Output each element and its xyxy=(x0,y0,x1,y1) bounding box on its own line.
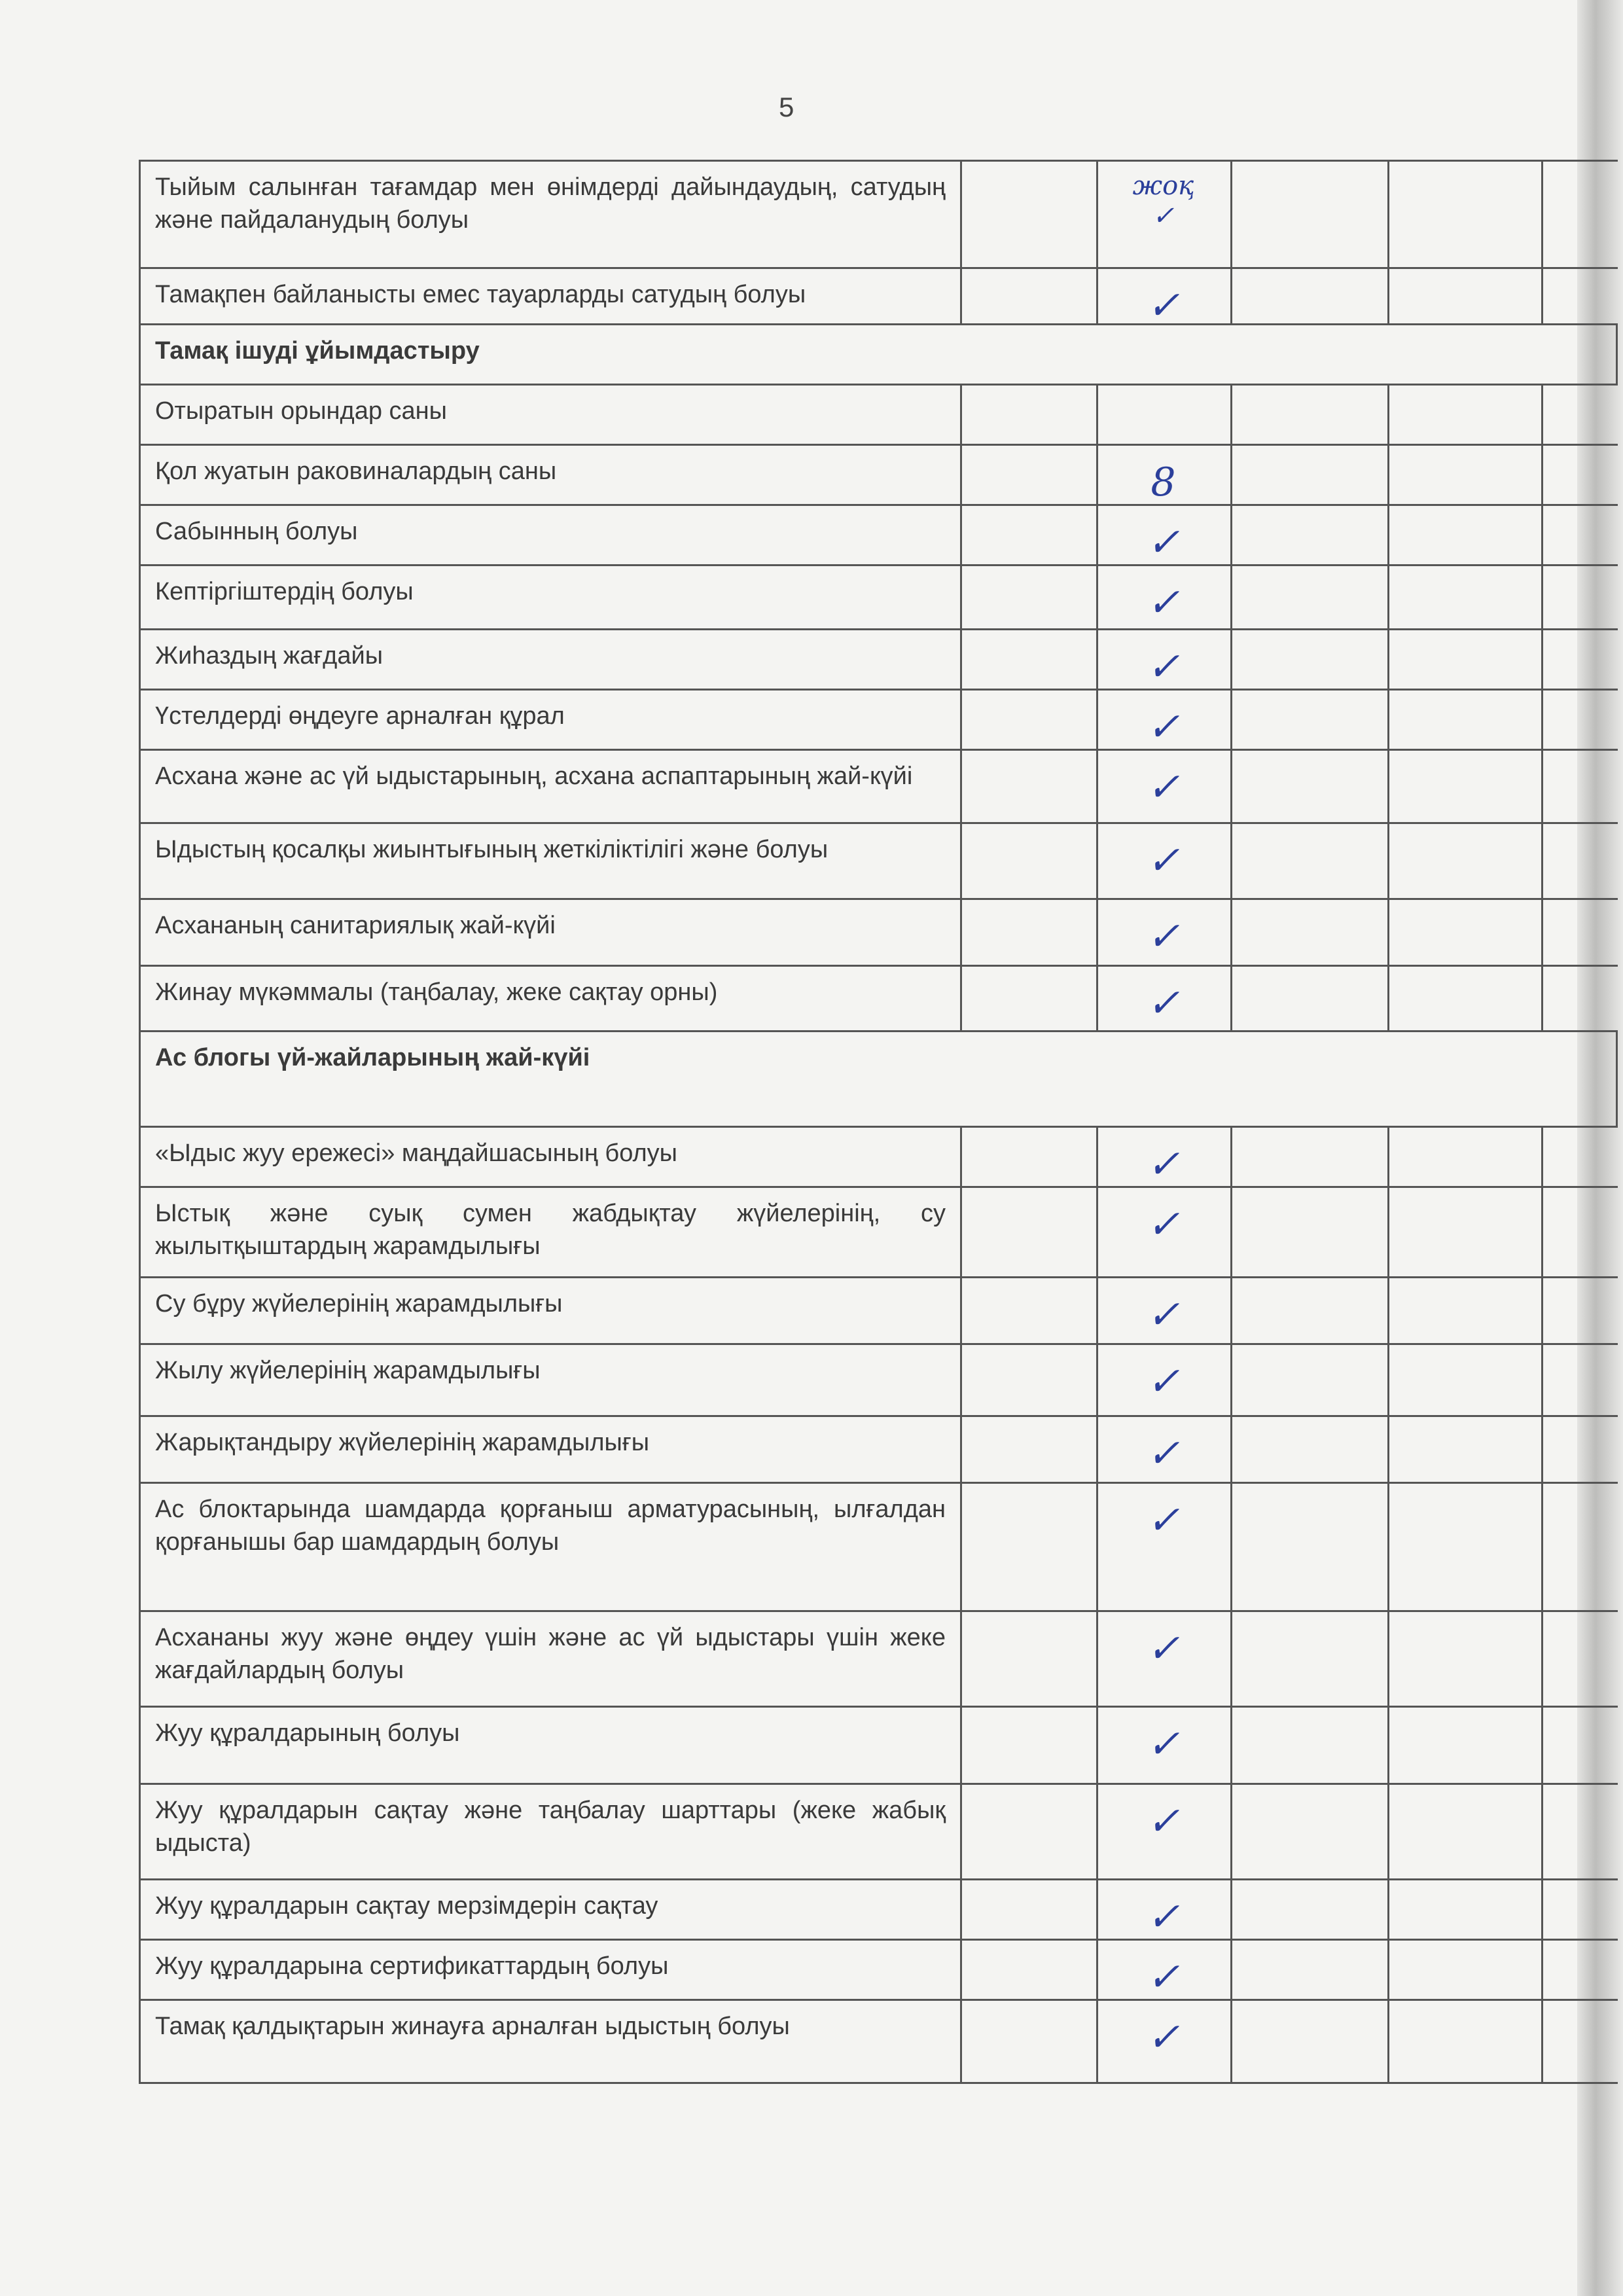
empty-cell xyxy=(1387,1188,1543,1276)
checklist-row xyxy=(139,1343,1618,1415)
row-label: Жинау мүкәммалы (таңбалау, жеке сақтау орны) xyxy=(141,967,962,1030)
empty-cell xyxy=(1230,630,1389,689)
handwritten-mark: ✓ xyxy=(1096,691,1232,749)
checklist-row xyxy=(139,504,1618,564)
value-cell xyxy=(962,967,1098,1030)
empty-cell xyxy=(1230,1484,1389,1610)
empty-cell xyxy=(1387,1880,1543,1939)
empty-cell xyxy=(1387,1278,1543,1343)
empty-cell xyxy=(1230,446,1389,504)
handwritten-mark: ✓ xyxy=(1096,566,1232,628)
row-label: Ыстық және суық сумен жабдықтау жүйелерінің, су жылытқыштардың жарамдылығы xyxy=(141,1188,962,1276)
empty-cell xyxy=(1230,824,1389,898)
checklist-row xyxy=(139,1939,1618,1999)
section-title: Ас блогы үй-жайларының жай-күйі xyxy=(141,1032,1618,1126)
checklist-row xyxy=(139,1415,1618,1482)
checklist-row xyxy=(139,965,1618,1030)
empty-cell xyxy=(1387,967,1543,1030)
value-cell xyxy=(962,446,1098,504)
value-cell xyxy=(962,1880,1098,1939)
value-cell xyxy=(962,1785,1098,1878)
value-cell xyxy=(962,1128,1098,1186)
row-label: «Ыдыс жуу ережесі» маңдайшасының болуы xyxy=(141,1128,962,1186)
row-label: Қол жуатын раковиналардың саны xyxy=(141,446,962,504)
checklist-row xyxy=(139,898,1618,965)
empty-cell xyxy=(1230,1417,1389,1482)
checklist-row xyxy=(139,1999,1618,2084)
value-cell xyxy=(962,1278,1098,1343)
empty-cell xyxy=(1230,1128,1389,1186)
row-label: Сабынның болуы xyxy=(141,506,962,564)
empty-cell xyxy=(1387,751,1543,822)
value-cell xyxy=(962,1941,1098,1999)
value-cell xyxy=(962,824,1098,898)
empty-cell xyxy=(1387,566,1543,628)
handwritten-mark: ✓ xyxy=(1096,1188,1232,1276)
value-cell xyxy=(962,691,1098,749)
row-label: Ыдыстың қосалқы жиынтығының жеткіліктілігі және болуы xyxy=(141,824,962,898)
empty-cell xyxy=(1230,967,1389,1030)
handwritten-mark: ✓ xyxy=(1096,1278,1232,1343)
checklist-row xyxy=(139,1186,1618,1276)
empty-cell xyxy=(1230,1278,1389,1343)
row-label: Су бұру жүйелерінің жарамдылығы xyxy=(141,1278,962,1343)
empty-cell xyxy=(1387,824,1543,898)
value-cell xyxy=(962,506,1098,564)
empty-cell xyxy=(1230,1612,1389,1706)
handwritten-mark: ✓ xyxy=(1096,630,1232,689)
handwritten-mark: ✓ xyxy=(1096,1417,1232,1482)
section-header-row xyxy=(139,1030,1618,1126)
empty-cell xyxy=(1230,1941,1389,1999)
row-label: Үстелдерді өңдеуге арналған құрал xyxy=(141,691,962,749)
empty-cell xyxy=(1387,1785,1543,1878)
row-label: Асхананы жуу және өңдеу үшін және ас үй ыдыстары үшін жеке жағдайлардың болуы xyxy=(141,1612,962,1706)
checklist-row xyxy=(139,160,1618,267)
empty-cell xyxy=(1230,1188,1389,1276)
empty-cell xyxy=(1230,1880,1389,1939)
empty-cell xyxy=(1387,1345,1543,1415)
empty-cell xyxy=(1230,506,1389,564)
handwritten-mark: ✓ xyxy=(1096,1345,1232,1415)
row-label: Асхана және ас үй ыдыстарының, асхана аспаптарының жай-күйі xyxy=(141,751,962,822)
empty-cell xyxy=(1387,1128,1543,1186)
handwritten-mark: ✓ xyxy=(1096,1941,1232,1999)
value-cell xyxy=(962,1417,1098,1482)
value-cell xyxy=(962,630,1098,689)
row-label: Жарықтандыру жүйелерінің жарамдылығы xyxy=(141,1417,962,1482)
empty-cell xyxy=(1230,691,1389,749)
value-cell xyxy=(962,2001,1098,2082)
row-label: Асхананың санитариялық жай-күйі xyxy=(141,900,962,965)
value-cell xyxy=(962,1188,1098,1276)
handwritten-mark: ✓ xyxy=(1096,1708,1232,1783)
empty-cell xyxy=(1230,1785,1389,1878)
checklist-row xyxy=(139,1126,1618,1186)
handwritten-mark: ✓ xyxy=(1096,2001,1232,2082)
value-cell xyxy=(962,1708,1098,1783)
checklist-row xyxy=(139,384,1618,444)
handwritten-mark: жоқ ✓ xyxy=(1096,162,1232,267)
empty-cell xyxy=(1230,751,1389,822)
section-title: Тамақ ішуді ұйымдастыру xyxy=(141,325,1618,384)
value-cell xyxy=(962,269,1098,323)
handwritten-mark xyxy=(1096,386,1232,444)
row-label: Тамақпен байланысты емес тауарларды сатудың болуы xyxy=(141,269,962,323)
value-cell xyxy=(962,1484,1098,1610)
value-cell xyxy=(962,1345,1098,1415)
checklist-row xyxy=(139,822,1618,898)
checklist-row xyxy=(139,1610,1618,1706)
empty-cell xyxy=(1387,162,1543,267)
handwritten-mark: ✓ xyxy=(1096,1880,1232,1939)
checklist-row xyxy=(139,1482,1618,1610)
handwritten-mark: ✓ xyxy=(1096,1128,1232,1186)
row-label: Жиһаздың жағдайы xyxy=(141,630,962,689)
empty-cell xyxy=(1387,1484,1543,1610)
value-cell xyxy=(962,1612,1098,1706)
empty-cell xyxy=(1387,900,1543,965)
empty-cell xyxy=(1387,446,1543,504)
row-label: Тыйым салынған тағамдар мен өнімдерді дайындаудың, сатудың және пайдаланудың болуы xyxy=(141,162,962,267)
empty-cell xyxy=(1387,386,1543,444)
handwritten-mark: ✓ xyxy=(1096,1484,1232,1610)
handwritten-mark: ✓ xyxy=(1096,269,1232,323)
row-label: Жуу құралдарын сақтау және таңбалау шарттары (жеке жабық ыдыста) xyxy=(141,1785,962,1878)
value-cell xyxy=(962,566,1098,628)
row-label: Жылу жүйелерінің жарамдылығы xyxy=(141,1345,962,1415)
row-label: Тамақ қалдықтарын жинауға арналған ыдыстың болуы xyxy=(141,2001,962,2082)
empty-cell xyxy=(1387,1417,1543,1482)
handwritten-mark: ✓ xyxy=(1096,900,1232,965)
value-cell xyxy=(962,751,1098,822)
empty-cell xyxy=(1230,566,1389,628)
row-label: Жуу құралдарының болуы xyxy=(141,1708,962,1783)
checklist-row xyxy=(139,1783,1618,1878)
value-cell xyxy=(962,162,1098,267)
row-label: Кептіргіштердің болуы xyxy=(141,566,962,628)
checklist-row xyxy=(139,444,1618,504)
handwritten-mark: 8 xyxy=(1096,446,1232,504)
empty-cell xyxy=(1387,1708,1543,1783)
checklist-table xyxy=(139,160,1618,2202)
handwritten-mark: ✓ xyxy=(1096,751,1232,822)
section-header-row xyxy=(139,323,1618,384)
row-label: Ас блоктарында шамдарда қорғаныш арматурасының, ылғалдан қорғанышы бар шамдардың болуы xyxy=(141,1484,962,1610)
checklist-row xyxy=(139,689,1618,749)
empty-cell xyxy=(1387,269,1543,323)
row-label: Жуу құралдарына сертификаттардың болуы xyxy=(141,1941,962,1999)
empty-cell xyxy=(1230,900,1389,965)
row-label: Отыратын орындар саны xyxy=(141,386,962,444)
checklist-row xyxy=(139,1878,1618,1939)
empty-cell xyxy=(1230,2001,1389,2082)
handwritten-mark: ✓ xyxy=(1096,1612,1232,1706)
checklist-row xyxy=(139,564,1618,628)
empty-cell xyxy=(1230,1708,1389,1783)
value-cell xyxy=(962,386,1098,444)
handwritten-mark: ✓ xyxy=(1096,506,1232,564)
page-number: 5 xyxy=(779,92,794,122)
empty-cell xyxy=(1387,691,1543,749)
handwritten-mark: ✓ xyxy=(1096,967,1232,1030)
checklist-row xyxy=(139,1706,1618,1783)
empty-cell xyxy=(1230,162,1389,267)
value-cell xyxy=(962,900,1098,965)
empty-cell xyxy=(1387,1612,1543,1706)
handwritten-mark: ✓ xyxy=(1096,824,1232,898)
checklist-row xyxy=(139,628,1618,689)
empty-cell xyxy=(1387,630,1543,689)
empty-cell xyxy=(1387,506,1543,564)
row-label: Жуу құралдарын сақтау мерзімдерін сақтау xyxy=(141,1880,962,1939)
empty-cell xyxy=(1230,386,1389,444)
checklist-row xyxy=(139,1276,1618,1343)
handwritten-mark: ✓ xyxy=(1096,1785,1232,1878)
checklist-row xyxy=(139,749,1618,822)
empty-cell xyxy=(1387,1941,1543,1999)
empty-cell xyxy=(1230,269,1389,323)
empty-cell xyxy=(1387,2001,1543,2082)
empty-cell xyxy=(1230,1345,1389,1415)
checklist-row xyxy=(139,267,1618,329)
